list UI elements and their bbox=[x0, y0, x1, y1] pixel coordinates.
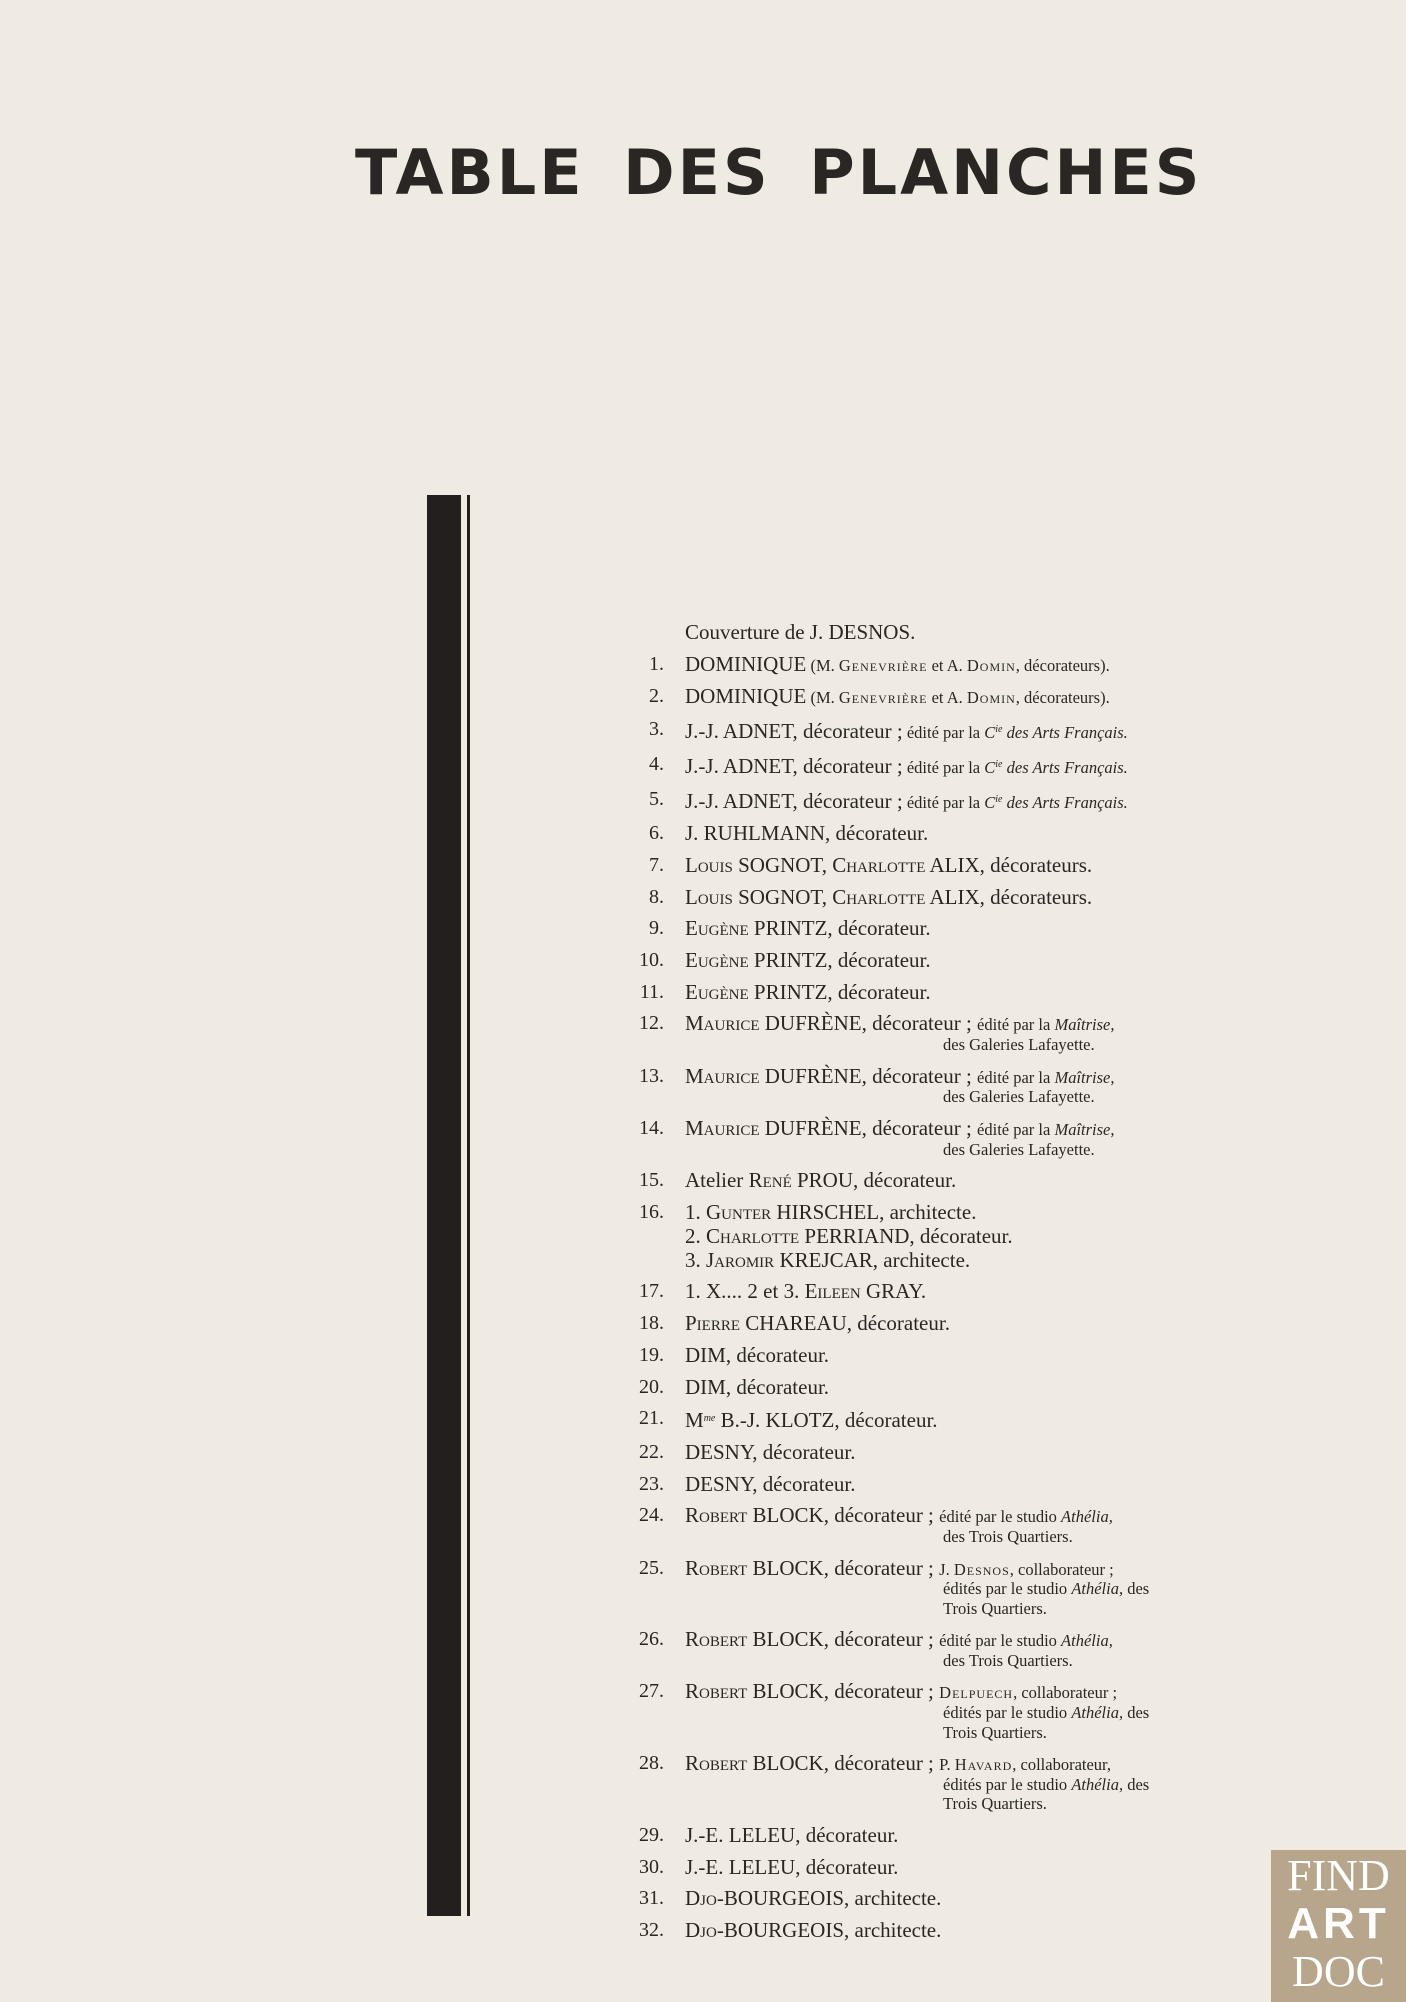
text-segment: édité par la bbox=[902, 723, 985, 743]
text-segment: J.-E. LELEU, décorateur. bbox=[685, 1854, 899, 1879]
text-segment: 2. bbox=[685, 1224, 706, 1249]
list-item bbox=[600, 617, 1240, 649]
text-segment: DOMINIQUE bbox=[685, 684, 807, 709]
text-segment: Delpuech bbox=[939, 1683, 1014, 1703]
text-segment: Eugène bbox=[685, 979, 749, 1004]
text-segment: 1. X.... 2 et 3. bbox=[685, 1279, 805, 1304]
text-segment: , collaborateur ; bbox=[1009, 1559, 1114, 1579]
decorative-thin-rule bbox=[467, 495, 470, 1916]
text-segment: 1. bbox=[685, 1199, 706, 1224]
text-segment: ie bbox=[995, 758, 1003, 770]
list-item bbox=[600, 1553, 1240, 1619]
text-segment: ALIX, décorateurs. bbox=[925, 884, 1093, 909]
plate-number: 12. bbox=[639, 1012, 664, 1035]
plate-number: 22. bbox=[639, 1440, 664, 1463]
entry-text bbox=[685, 1308, 1240, 1340]
watermark-line: DOC bbox=[1292, 1947, 1385, 1996]
text-segment: Maurice bbox=[685, 1115, 760, 1140]
text-segment: Genevrière bbox=[838, 688, 928, 708]
list-item bbox=[600, 681, 1240, 714]
text-segment: Robert bbox=[685, 1751, 748, 1776]
entry-continuation bbox=[685, 1599, 1240, 1619]
text-segment: Desnos bbox=[953, 1559, 1010, 1579]
text-segment: édité par la bbox=[902, 792, 985, 812]
text-segment: J.-E. LELEU, décorateur. bbox=[685, 1822, 899, 1847]
list-item bbox=[600, 1403, 1240, 1437]
text-segment: J.-J. ADNET, décorateur ; bbox=[685, 788, 903, 813]
list-item bbox=[600, 945, 1240, 977]
plate-number: 10. bbox=[639, 949, 664, 972]
text-segment: Trois Quartiers. bbox=[943, 1598, 1047, 1618]
text-segment: des Galeries Lafayette. bbox=[943, 1139, 1095, 1159]
text-segment: C bbox=[984, 723, 996, 743]
text-segment: , décorateurs). bbox=[1015, 688, 1110, 708]
text-segment: DESNY, décorateur. bbox=[685, 1439, 856, 1464]
entry-text bbox=[685, 1276, 1240, 1308]
plate-number: 19. bbox=[639, 1343, 664, 1366]
entry-text bbox=[685, 749, 1240, 784]
entry-text bbox=[685, 977, 1240, 1009]
text-segment: et A. bbox=[927, 655, 967, 675]
plate-number: 3. bbox=[649, 718, 664, 741]
plate-number: 16. bbox=[639, 1200, 664, 1223]
watermark-line: ART bbox=[1287, 1899, 1390, 1948]
entry-text bbox=[685, 1469, 1240, 1501]
list-item bbox=[600, 714, 1240, 749]
list-item bbox=[600, 818, 1240, 850]
plate-number: 9. bbox=[649, 917, 664, 940]
text-segment: Domin bbox=[966, 655, 1016, 675]
page-title: TABLE DES PLANCHES bbox=[355, 136, 1203, 209]
text-segment: Jaromir bbox=[706, 1248, 775, 1273]
text-segment: Charlotte bbox=[832, 852, 926, 877]
text-segment: Maîtrise, bbox=[1054, 1015, 1115, 1035]
plate-number: 13. bbox=[639, 1064, 664, 1087]
entry-text bbox=[685, 714, 1240, 749]
watermark-logo bbox=[1271, 1850, 1406, 2002]
entry-text bbox=[685, 1883, 1240, 1915]
text-segment: CHAREAU, décorateur. bbox=[740, 1311, 950, 1336]
entry-text bbox=[685, 1915, 1240, 1947]
text-segment: PRINTZ, décorateur. bbox=[748, 979, 931, 1004]
list-item bbox=[600, 1500, 1240, 1546]
text-segment: SOGNOT, bbox=[732, 852, 833, 877]
text-segment: DOMINIQUE bbox=[685, 651, 807, 676]
entry-text bbox=[685, 882, 1240, 914]
entry-text bbox=[685, 1372, 1240, 1404]
plate-number: 18. bbox=[639, 1312, 664, 1335]
entry-text bbox=[685, 1165, 1240, 1197]
list-item bbox=[600, 977, 1240, 1009]
list-item bbox=[600, 1276, 1240, 1308]
text-segment: des Galeries Lafayette. bbox=[943, 1035, 1095, 1055]
plate-number: 15. bbox=[639, 1169, 664, 1192]
plate-number: 5. bbox=[649, 787, 664, 810]
text-segment: BLOCK, décorateur ; bbox=[747, 1503, 940, 1528]
list-item bbox=[600, 1852, 1240, 1884]
list-item bbox=[600, 1469, 1240, 1501]
plate-number: 20. bbox=[639, 1375, 664, 1398]
entry-text bbox=[685, 1820, 1240, 1852]
entry-continuation bbox=[685, 1224, 1240, 1248]
text-segment: Domin bbox=[966, 688, 1016, 708]
plate-number: 23. bbox=[639, 1472, 664, 1495]
text-segment: PERRIAND, décorateur. bbox=[799, 1224, 1013, 1249]
text-segment: Couverture de J. DESNOS. bbox=[685, 620, 916, 644]
text-segment: J. RUHLMANN, décorateur. bbox=[685, 821, 929, 846]
text-segment: Eugène bbox=[685, 948, 749, 973]
text-segment: Athélia, bbox=[1071, 1703, 1124, 1723]
text-segment: et A. bbox=[927, 688, 967, 708]
text-segment: des bbox=[1123, 1703, 1150, 1723]
text-segment: GRAY. bbox=[860, 1279, 927, 1304]
text-segment: , collaborateur, bbox=[1012, 1755, 1112, 1775]
text-segment: M bbox=[685, 1408, 704, 1433]
text-segment: BLOCK, décorateur ; bbox=[747, 1751, 940, 1776]
text-segment: Maurice bbox=[685, 1063, 760, 1088]
text-segment: Gunter bbox=[706, 1199, 772, 1224]
plate-number: 26. bbox=[639, 1628, 664, 1651]
list-item bbox=[600, 1883, 1240, 1915]
list-item bbox=[600, 1820, 1240, 1852]
text-segment: SOGNOT, bbox=[732, 884, 833, 909]
text-segment: DESNY, décorateur. bbox=[685, 1471, 856, 1496]
text-segment: Robert bbox=[685, 1503, 748, 1528]
entry-text bbox=[685, 784, 1240, 819]
list-item bbox=[600, 1308, 1240, 1340]
list-item bbox=[600, 1061, 1240, 1107]
text-segment: des Trois Quartiers. bbox=[943, 1527, 1073, 1547]
text-segment: C bbox=[984, 792, 996, 812]
text-segment: Maîtrise, bbox=[1054, 1067, 1115, 1087]
plate-number: 7. bbox=[649, 853, 664, 876]
text-segment: BLOCK, décorateur ; bbox=[747, 1679, 940, 1704]
text-segment: des bbox=[1123, 1579, 1150, 1599]
text-segment: ie bbox=[995, 793, 1003, 805]
text-segment: 3. bbox=[685, 1248, 706, 1273]
text-segment: ALIX, décorateurs. bbox=[925, 852, 1093, 877]
text-segment: édité par la bbox=[902, 757, 985, 777]
list-item bbox=[600, 1165, 1240, 1197]
list-item bbox=[600, 1437, 1240, 1469]
plate-number: 21. bbox=[639, 1407, 664, 1430]
text-segment: DUFRÈNE, décorateur ; bbox=[759, 1063, 978, 1088]
plate-number: 8. bbox=[649, 885, 664, 908]
text-segment: des Arts Français. bbox=[1002, 792, 1128, 812]
text-segment: BLOCK, décorateur ; bbox=[747, 1627, 940, 1652]
text-segment: Robert bbox=[685, 1627, 748, 1652]
text-segment: Havard bbox=[954, 1755, 1013, 1775]
text-segment: Charlotte bbox=[832, 884, 926, 909]
list-item bbox=[600, 1676, 1240, 1742]
plate-number: 17. bbox=[639, 1280, 664, 1303]
text-segment: des Arts Français. bbox=[1002, 723, 1128, 743]
plate-number: 25. bbox=[639, 1556, 664, 1579]
list-item bbox=[600, 1008, 1240, 1054]
text-segment: DIM, décorateur. bbox=[685, 1374, 830, 1399]
text-segment: PRINTZ, décorateur. bbox=[748, 916, 931, 941]
text-segment: PRINTZ, décorateur. bbox=[748, 948, 931, 973]
plate-number: 32. bbox=[639, 1919, 664, 1941]
plate-number: 24. bbox=[639, 1504, 664, 1527]
text-segment: , décorateurs). bbox=[1015, 655, 1110, 675]
text-segment: Eugène bbox=[685, 916, 749, 941]
text-segment: HIRSCHEL, architecte. bbox=[771, 1199, 977, 1224]
text-segment: Trois Quartiers. bbox=[943, 1794, 1047, 1814]
text-segment: Louis bbox=[685, 852, 733, 877]
plate-number: 2. bbox=[649, 685, 664, 708]
entry-text bbox=[685, 1852, 1240, 1884]
plate-number: 4. bbox=[649, 752, 664, 775]
list-item bbox=[600, 1372, 1240, 1404]
plates-list bbox=[600, 617, 1240, 1947]
list-item bbox=[600, 1113, 1240, 1159]
plate-number: 27. bbox=[639, 1680, 664, 1703]
text-segment: édités par le studio bbox=[943, 1579, 1072, 1599]
text-segment: René bbox=[748, 1168, 792, 1193]
text-segment: Maurice bbox=[685, 1011, 760, 1036]
watermark-line: FIND bbox=[1287, 1851, 1390, 1900]
text-segment: B.-J. KLOTZ, décorateur. bbox=[715, 1408, 938, 1433]
text-segment: , collaborateur ; bbox=[1013, 1683, 1118, 1703]
plate-number: 6. bbox=[649, 822, 664, 845]
plate-number: 29. bbox=[639, 1823, 664, 1846]
text-segment: Genevrière bbox=[838, 655, 928, 675]
text-segment: édité par le studio bbox=[939, 1507, 1062, 1527]
text-segment: des bbox=[1123, 1774, 1150, 1794]
plate-number: 14. bbox=[639, 1116, 664, 1139]
decorative-thick-rule bbox=[427, 495, 461, 1916]
text-segment: Atelier bbox=[685, 1168, 749, 1193]
text-segment: des Arts Français. bbox=[1002, 757, 1128, 777]
text-segment: des Galeries Lafayette. bbox=[943, 1087, 1095, 1107]
list-item bbox=[600, 882, 1240, 914]
text-segment: Louis bbox=[685, 884, 733, 909]
text-segment: J.-J. ADNET, décorateur ; bbox=[685, 753, 903, 778]
text-segment: Pierre bbox=[685, 1311, 741, 1336]
text-segment: -BOURGEOIS, architecte. bbox=[716, 1918, 942, 1942]
text-segment: J. bbox=[939, 1559, 954, 1579]
text-segment: DUFRÈNE, décorateur ; bbox=[759, 1011, 978, 1036]
text-segment: Trois Quartiers. bbox=[943, 1722, 1047, 1742]
plate-number: 28. bbox=[639, 1752, 664, 1775]
list-item bbox=[600, 784, 1240, 819]
text-segment: Athélia, bbox=[1061, 1507, 1113, 1527]
text-segment: KREJCAR, architecte. bbox=[774, 1248, 971, 1273]
text-segment: BLOCK, décorateur ; bbox=[747, 1555, 940, 1580]
text-segment: Eileen bbox=[804, 1279, 861, 1304]
list-item bbox=[600, 1915, 1240, 1947]
text-segment: édités par le studio bbox=[943, 1774, 1072, 1794]
list-item bbox=[600, 649, 1240, 682]
text-segment: des Trois Quartiers. bbox=[943, 1650, 1073, 1670]
text-segment: ie bbox=[995, 724, 1003, 736]
entry-continuation bbox=[685, 1794, 1240, 1814]
text-segment: J.-J. ADNET, décorateur ; bbox=[685, 719, 903, 744]
list-item bbox=[600, 1340, 1240, 1372]
plate-number: 31. bbox=[639, 1887, 664, 1910]
entry-text bbox=[685, 681, 1240, 714]
text-segment: Athélia, bbox=[1071, 1774, 1124, 1794]
plate-number: 30. bbox=[639, 1855, 664, 1878]
entry-text bbox=[685, 1437, 1240, 1469]
entry-text bbox=[685, 617, 1240, 649]
list-item bbox=[600, 749, 1240, 784]
text-segment: (M. bbox=[806, 688, 839, 708]
text-segment: (M. bbox=[806, 655, 839, 675]
entry-text bbox=[685, 818, 1240, 850]
text-segment: édité par le studio bbox=[939, 1631, 1062, 1651]
list-item bbox=[600, 1624, 1240, 1670]
entry-text bbox=[685, 850, 1240, 882]
text-segment: Robert bbox=[685, 1679, 748, 1704]
text-segment: Robert bbox=[685, 1555, 748, 1580]
text-segment: Djo bbox=[685, 1886, 717, 1911]
text-segment: édités par le studio bbox=[943, 1703, 1072, 1723]
text-segment: Djo bbox=[685, 1918, 717, 1942]
text-segment: -BOURGEOIS, architecte. bbox=[716, 1886, 942, 1911]
text-segment: me bbox=[703, 1413, 716, 1425]
list-item bbox=[600, 850, 1240, 882]
text-segment: édité par la bbox=[977, 1015, 1055, 1035]
entry-continuation bbox=[685, 1248, 1240, 1272]
plate-number: 1. bbox=[649, 652, 664, 675]
text-segment: Athélia, bbox=[1071, 1579, 1124, 1599]
text-segment: P. bbox=[939, 1755, 955, 1775]
text-segment: Charlotte bbox=[706, 1224, 800, 1249]
text-segment: PROU, décorateur. bbox=[791, 1168, 957, 1193]
list-item bbox=[600, 913, 1240, 945]
entry-text bbox=[685, 1340, 1240, 1372]
text-segment: DIM, décorateur. bbox=[685, 1342, 830, 1367]
text-segment: Maîtrise, bbox=[1054, 1119, 1115, 1139]
list-item bbox=[600, 1197, 1240, 1273]
entry-text bbox=[685, 1403, 1240, 1437]
text-segment: édité par la bbox=[977, 1067, 1055, 1087]
text-segment: DUFRÈNE, décorateur ; bbox=[759, 1115, 978, 1140]
text-segment: Athélia, bbox=[1061, 1631, 1113, 1651]
list-item bbox=[600, 1748, 1240, 1814]
plate-number: 11. bbox=[639, 980, 664, 1003]
entry-text bbox=[685, 945, 1240, 977]
entry-continuation bbox=[685, 1723, 1240, 1743]
entry-text bbox=[685, 649, 1240, 682]
text-segment: édité par la bbox=[977, 1119, 1055, 1139]
entry-text bbox=[685, 913, 1240, 945]
text-segment: C bbox=[984, 757, 996, 777]
